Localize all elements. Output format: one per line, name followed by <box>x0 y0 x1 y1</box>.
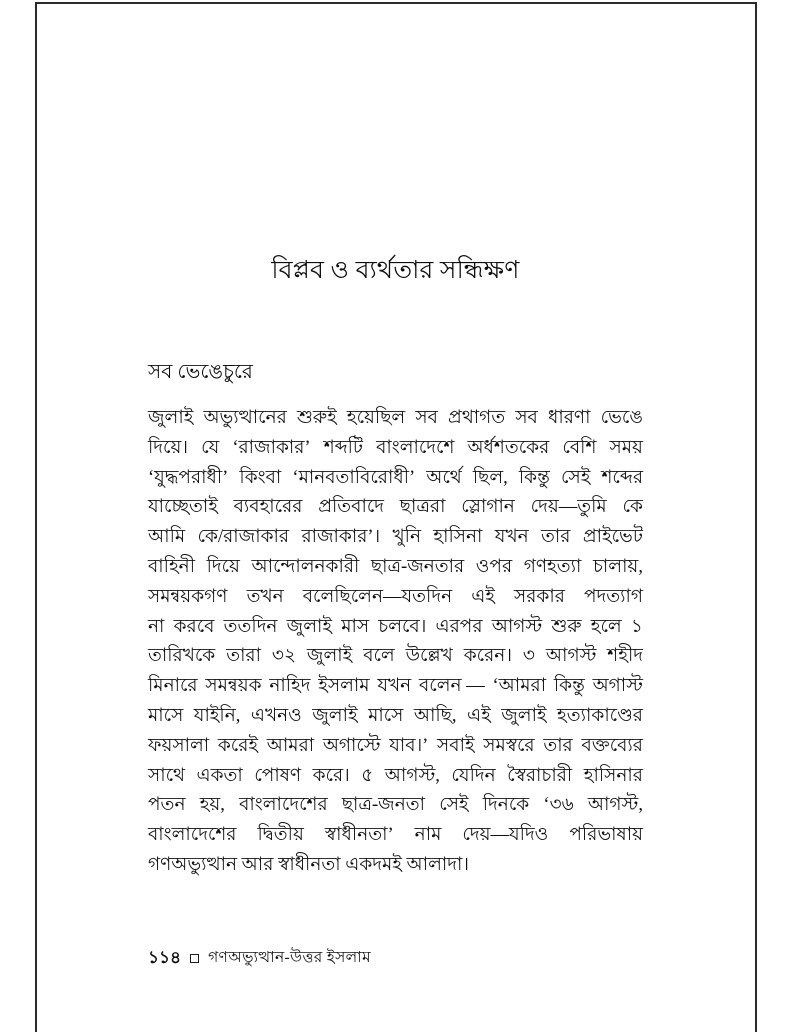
body-text-word: এখনও <box>250 705 302 726</box>
body-text-word: তার <box>543 735 573 756</box>
body-text-line <box>148 404 643 434</box>
body-text-word: কিন্তু <box>518 467 550 488</box>
body-text-word: সাথে <box>148 765 185 786</box>
body-text-line <box>148 553 643 583</box>
body-text-word: ছাত্র-জনতা <box>341 795 425 816</box>
body-text-word: সব <box>515 408 538 428</box>
body-text-line <box>148 762 643 792</box>
body-text-word: একতা <box>196 765 243 786</box>
body-text-line <box>148 821 643 851</box>
body-text-word: ছাত্র-জনতার <box>370 556 465 577</box>
body-text-word: বেশি <box>562 437 597 458</box>
body-text-word: না <box>148 616 165 637</box>
body-text-word: জুলাই <box>306 646 353 667</box>
body-text-word: ‘আমরা <box>492 676 547 697</box>
body-text-word: ৩ <box>522 646 535 667</box>
body-text-word: জুলাই <box>501 705 547 726</box>
body-text-word: বাহিনী <box>148 556 196 577</box>
body-text-word: হাসিনা <box>433 527 483 548</box>
body-text-word: বক্তব্যের <box>581 735 643 756</box>
body-text-word: বাংলাদেশের <box>148 825 237 846</box>
body-text-word: শুরুই <box>296 408 337 428</box>
body-text-word: মিনারে <box>148 676 198 697</box>
body-text-word: স্বাধীনতা’ <box>324 825 394 846</box>
body-text-word: কিংবা <box>239 467 282 488</box>
chapter-title: বিপ্লব ও ব্যর্থতার সন্ধিক্ষণ <box>271 257 520 284</box>
body-text-word: শব্দটি <box>323 437 363 458</box>
body-text-word: আমরা <box>266 735 315 756</box>
body-text-word: অর্থে <box>426 467 462 488</box>
square-bullet-icon <box>190 954 199 963</box>
body-text-word: অগাস্টে <box>322 735 381 756</box>
body-text-word: আছি, <box>413 705 457 726</box>
body-text-word: সময় <box>609 437 643 458</box>
body-text-line <box>148 434 643 464</box>
body-text-line <box>148 702 643 732</box>
body-text-word: স্লোগান <box>461 497 515 518</box>
body-text-word: নাহিদ <box>269 676 311 697</box>
body-text-word: সেই <box>560 467 591 488</box>
body-text-word: ‘রাজাকার’ <box>232 437 311 458</box>
body-text-word: কে <box>622 497 643 518</box>
body-text-word: ১ <box>630 616 643 637</box>
body-text-word: হলে <box>590 616 622 637</box>
body-text-word: বাংলাদেশের <box>239 795 328 816</box>
body-text-word: বাংলাদেশে <box>376 437 455 458</box>
body-text-word: বলে <box>363 646 395 667</box>
body-text-word: করেই <box>217 735 259 756</box>
body-text-word: দেয়—যদিও <box>462 825 549 846</box>
body-text-word: ৩২ <box>271 646 296 667</box>
body-text-word: যাব।’ <box>389 735 429 756</box>
body-text-word: সব <box>415 408 438 428</box>
body-text-word: যেদিন <box>451 765 496 786</box>
body-text-word: ধারণা <box>548 408 591 428</box>
body-text-word: ‘যুদ্ধপরাধী’ <box>148 467 229 488</box>
body-text-line <box>148 613 643 643</box>
body-text-word: পতন <box>148 795 186 816</box>
body-text-line <box>148 493 643 523</box>
body-text-word: প্রাইভেট <box>582 527 643 548</box>
body-paragraph <box>148 404 643 881</box>
body-text-word: সমস্বরে <box>483 735 535 756</box>
body-text-word: স্বৈরাচারী <box>507 765 573 786</box>
body-text-word: দ্বিতীয় <box>257 825 304 846</box>
body-text-word: আগস্ট, <box>384 765 440 786</box>
body-text-word: কিন্তু <box>553 676 585 697</box>
body-text-word: অগাস্ট <box>592 676 643 697</box>
running-book-title: গণঅভ্যুত্থান-উত্তর ইসলাম <box>208 949 371 966</box>
body-text-word: গণহত্যা <box>523 556 582 577</box>
body-text-word: ওপর <box>475 556 513 577</box>
body-text-word: রাজাকার’। <box>301 527 381 548</box>
body-text-word: উল্লেখ <box>405 646 453 667</box>
body-text-word: অভ্যুত্থানের <box>203 408 287 428</box>
body-text-line <box>148 672 643 702</box>
body-text-word: যখন <box>377 676 412 697</box>
body-text-word: তখন <box>246 586 284 607</box>
body-text-word: আগস্ট <box>545 646 597 667</box>
body-text-word: জুলাই <box>286 616 332 637</box>
body-text-line <box>148 791 643 821</box>
section-heading: সব ভেঙেচুরে <box>148 361 253 383</box>
body-text-word: ততদিন <box>223 616 278 637</box>
body-text-word: আমি <box>148 527 186 548</box>
body-text-word: আগস্ট <box>491 616 543 637</box>
body-text-line <box>148 732 643 762</box>
body-text-word: দেয়—তুমি <box>530 497 607 518</box>
body-text-word: ভেঙে <box>600 408 643 428</box>
body-text-word: শব্দের <box>601 467 643 488</box>
body-text-word: শুরু <box>551 616 582 637</box>
body-text-word: হয়েছিল <box>346 408 406 428</box>
body-text-word: পদত্যাগ <box>583 586 643 607</box>
body-text-line <box>148 851 643 881</box>
body-text-word: মাসে <box>148 705 184 726</box>
body-text-word: দিনকে <box>482 795 530 816</box>
body-text-word: এই <box>467 705 491 726</box>
body-text-word: মাসে <box>368 705 404 726</box>
body-text-word: খুনি <box>392 527 422 548</box>
body-text-word: অর্ধশতকের <box>467 437 550 458</box>
body-text-line <box>148 583 643 613</box>
body-text-word: শহীদ <box>607 646 643 667</box>
body-text-word: পোষণ <box>254 765 302 786</box>
body-text-word: সরকার <box>514 586 565 607</box>
body-text-word: যাইনি, <box>193 705 241 726</box>
body-text-word: ব্যবহারের <box>233 497 303 518</box>
body-text-word: যখন <box>494 527 529 548</box>
body-text-word: ‘৩৬ <box>543 795 574 816</box>
body-text-line <box>148 523 643 553</box>
body-text-word: যে <box>201 437 220 458</box>
body-text-word: হয়, <box>199 795 225 816</box>
body-text-word: প্রথাগত <box>448 408 506 428</box>
body-text-word: দিয়ে। <box>148 437 188 458</box>
body-text-word: নাম <box>414 825 442 846</box>
body-text-word: ‘মানবতাবিরোধী’ <box>292 467 416 488</box>
body-text-word: পরিভাষায় <box>569 825 643 846</box>
body-text-word: সেই <box>439 795 469 816</box>
body-text-word: জুলাই <box>312 705 358 726</box>
body-text-word: ৫ <box>361 765 374 786</box>
body-text-word: ফয়সালা <box>148 735 210 756</box>
body-text-word: হত্যাকাণ্ডের <box>557 705 643 726</box>
body-text-word: চলবে। <box>378 616 427 637</box>
body-text-word: ছিল, <box>472 467 508 488</box>
body-text-word: প্রতিবাদে <box>318 497 384 518</box>
body-text-word: তারিখকে <box>148 646 216 667</box>
body-text-word: গণঅভ্যুত্থান আর স্বাধীনতা একদমই আলাদা। <box>148 854 469 875</box>
body-text-word: করে। <box>312 765 350 786</box>
body-text-word: কে/রাজাকার <box>197 527 290 548</box>
body-text-word: আন্দোলনকারী <box>251 556 360 577</box>
body-text-word: যাচ্ছেতাই <box>148 497 218 518</box>
body-text-word: করবে <box>173 616 215 637</box>
body-text-word: করেন। <box>463 646 512 667</box>
body-text-word: এই <box>471 586 495 607</box>
body-text-line <box>148 464 643 494</box>
body-text-word: আগস্ট, <box>587 795 643 816</box>
page-footer <box>148 946 668 970</box>
body-text-word: ইসলাম <box>318 676 370 697</box>
body-text-word: সমন্বয়ক <box>205 676 262 697</box>
body-text-word: সমন্বয়কগণ <box>148 586 228 607</box>
body-text-word: তারা <box>226 646 261 667</box>
body-text-word: তার <box>541 527 571 548</box>
body-text-word: ছাত্ররা <box>399 497 446 518</box>
body-text-word: বলেছিলেন—যতদিন <box>302 586 453 607</box>
body-text-word: এরপর <box>435 616 483 637</box>
body-text-word: হাসিনার <box>583 765 643 786</box>
body-text-line <box>148 642 643 672</box>
body-text-word: সবাই <box>437 735 475 756</box>
body-text-word: মাস <box>341 616 370 637</box>
body-text-word: চালায়, <box>592 556 643 577</box>
body-text-word: দিয়ে <box>206 556 240 577</box>
page-number: ১১৪ <box>148 948 182 967</box>
body-text-word: বলেন — <box>419 676 485 697</box>
body-text-word: জুলাই <box>148 408 194 428</box>
